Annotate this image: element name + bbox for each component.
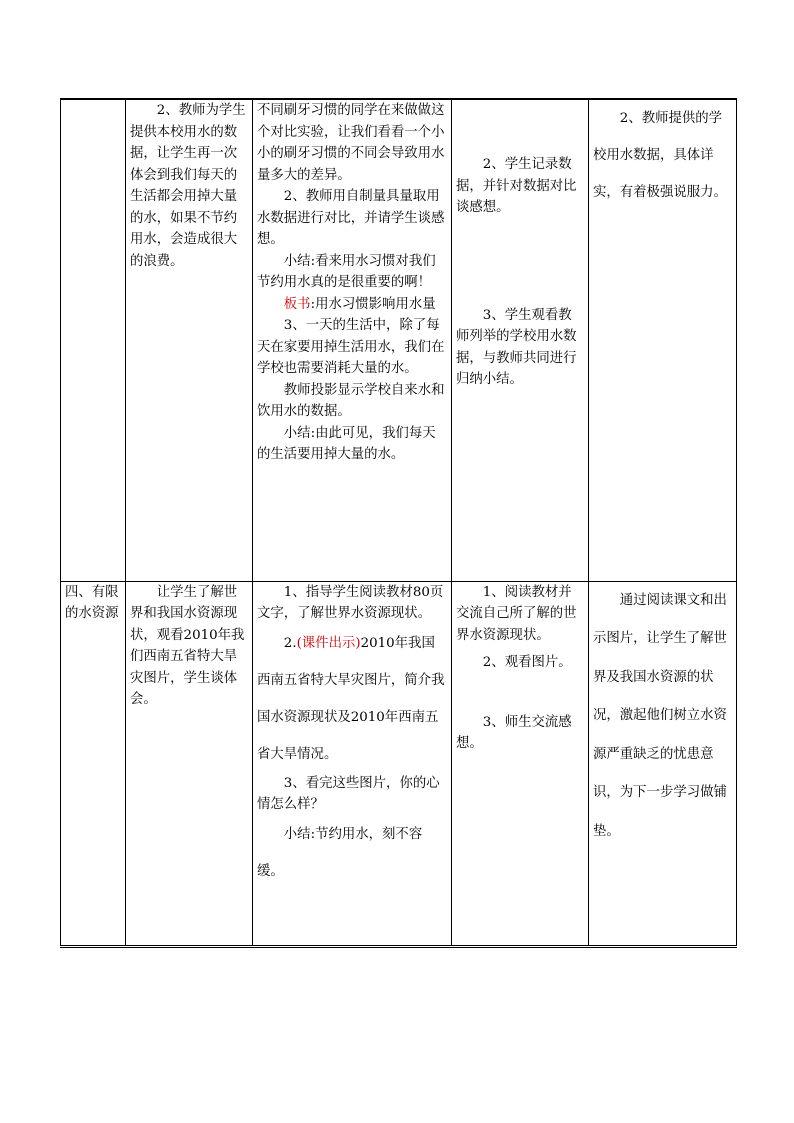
teacher-paragraph: 1、指导学生阅读教材80页文字，了解世界水资源现状。 — [257, 584, 444, 621]
student-paragraph: 2、观看图片。 — [482, 655, 572, 670]
design-intent-cell — [589, 581, 737, 946]
teacher-text: 2010年我国西南五省特大旱灾图片，简介我国水资源现状及2010年西南五省大旱情况。 — [257, 635, 445, 762]
goal-cell — [126, 99, 253, 581]
table-row — [61, 99, 737, 581]
courseware-label: (课件出示) — [296, 635, 361, 651]
design-intent-cell — [589, 99, 737, 581]
summary-paragraph: 小结:看来用水习惯对我们节约用水真的是很重要的啊！ — [257, 253, 436, 290]
goal-cell — [126, 581, 253, 946]
intent-text: 2、教师提供的学校用水数据，具体详实，有着极强说服力。 — [593, 111, 727, 200]
lesson-plan-table — [60, 98, 737, 948]
table-row — [61, 581, 737, 946]
student-paragraph: 3、学生观看教师列举的学校用水数据，与教师共同进行归纳小结。 — [456, 307, 577, 387]
blackboard-text: :用水习惯影响用水量 — [310, 296, 436, 312]
spacer — [456, 100, 584, 154]
teacher-activity-cell — [253, 581, 452, 946]
student-activity-cell — [452, 581, 589, 946]
summary-paragraph: 小结:节约用水，刻不容缓。 — [257, 826, 423, 879]
item-number: 2. — [283, 635, 297, 651]
student-activity-cell — [452, 99, 589, 581]
teacher-activity-cell — [253, 99, 452, 581]
goal-text: 2、教师为学生提供本校用水的数据，让学生再一次体会到我们每天的生活都会用掉大量的水，如果不节约用水，会造成很大的浪费。 — [130, 103, 246, 269]
teacher-paragraph: 不同刷牙习惯的同学在来做做这个对比实验，让我们看看一个小小的刷牙习惯的不同会导致用水量多大的差异。 — [257, 103, 445, 183]
teacher-paragraph: 3、一天的生活中，除了每天在家要用掉生活用水，我们在学校也需要消耗大量的水。 — [257, 318, 445, 376]
stage-cell — [61, 99, 126, 581]
blackboard-paragraph — [257, 294, 447, 316]
teacher-paragraph: 2、教师用自制量具量取用水数据进行对比，并请学生谈感想。 — [257, 189, 445, 247]
stage-text: 四、有限的水资源 — [65, 584, 119, 621]
student-paragraph: 1、阅读教材并交流自己所了解的世界水资源现状。 — [456, 584, 577, 643]
spacer — [456, 219, 584, 305]
teacher-paragraph — [257, 625, 447, 773]
intent-text: 通过阅读课文和出示图片，让学生了解世界及我国水资源的状况，激起他们树立水资源严重缺乏的忧患意识，为下一步学习做铺垫。 — [593, 592, 727, 839]
goal-text: 让学生了解世界和我国水资源现状，观看2010年我们西南五省特大旱灾图片，学生谈体会。 — [130, 584, 245, 707]
teacher-paragraph: 教师投影显示学校自来水和饮用水的数据。 — [257, 382, 445, 419]
summary-paragraph: 小结:由此可见，我们每天的生活要用掉大量的水。 — [257, 425, 436, 462]
teacher-paragraph: 3、看完这些图片，你的心情怎么样？ — [257, 775, 440, 812]
blackboard-label: 板书 — [283, 296, 311, 312]
student-paragraph: 3、师生交流感想。 — [456, 714, 572, 751]
student-paragraph: 2、学生记录数据，并针对数据对比谈感想。 — [456, 157, 577, 215]
stage-cell — [61, 581, 126, 946]
